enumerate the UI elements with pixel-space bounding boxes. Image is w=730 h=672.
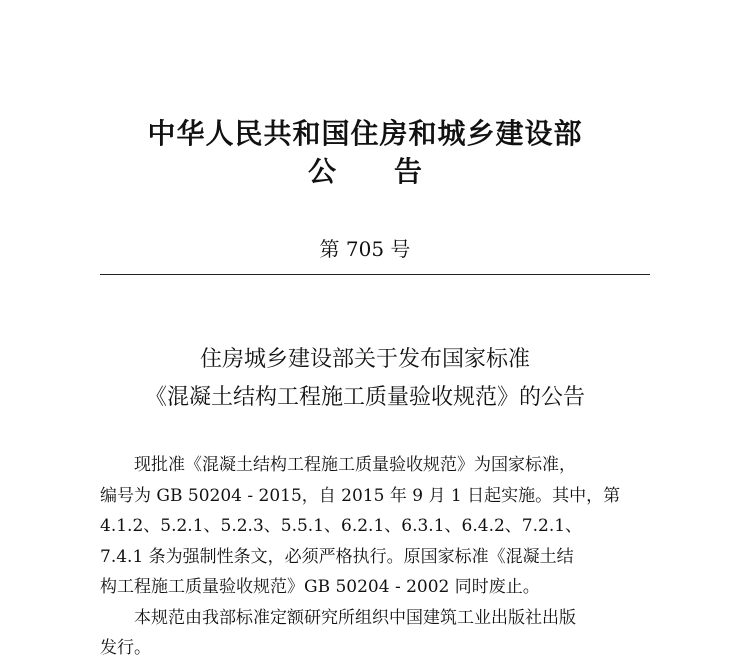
body-line: 编号为 GB 50204 - 2015，自 2015 年 9 月 1 日起实施。其中，第 bbox=[100, 485, 621, 506]
body-line: 构工程施工质量验收规范》GB 50204 - 2002 同时废止。 bbox=[100, 577, 540, 597]
subject-title bbox=[0, 341, 730, 417]
document-number: 第 705 号 bbox=[319, 237, 411, 261]
subject-line-2: 《混凝土结构工程施工质量验收规范》的公告 bbox=[144, 385, 585, 410]
notice-title: 公告 bbox=[307, 155, 480, 188]
body-line: 7.4.1 条为强制性条文，必须严格执行。原国家标准《混凝土结 bbox=[100, 546, 574, 567]
organization-title: 中华人民共和国住房和城乡建设部 bbox=[147, 117, 583, 150]
header-divider bbox=[100, 274, 650, 275]
body-line: 4.1.2、5.2.1、5.2.3、5.5.1、6.2.1、6.3.1、6.4.2、7.2.1、 bbox=[100, 516, 583, 536]
body-line: 发行。 bbox=[100, 638, 151, 658]
body-line: 本规范由我部标准定额研究所组织中国建筑工业出版社出版 bbox=[134, 607, 576, 628]
subject-line-1: 住房城乡建设部关于发布国家标准 bbox=[199, 347, 530, 372]
body-line: 现批准《混凝土结构工程施工质量验收规范》为国家标准， bbox=[134, 455, 576, 475]
body-text bbox=[100, 450, 660, 664]
